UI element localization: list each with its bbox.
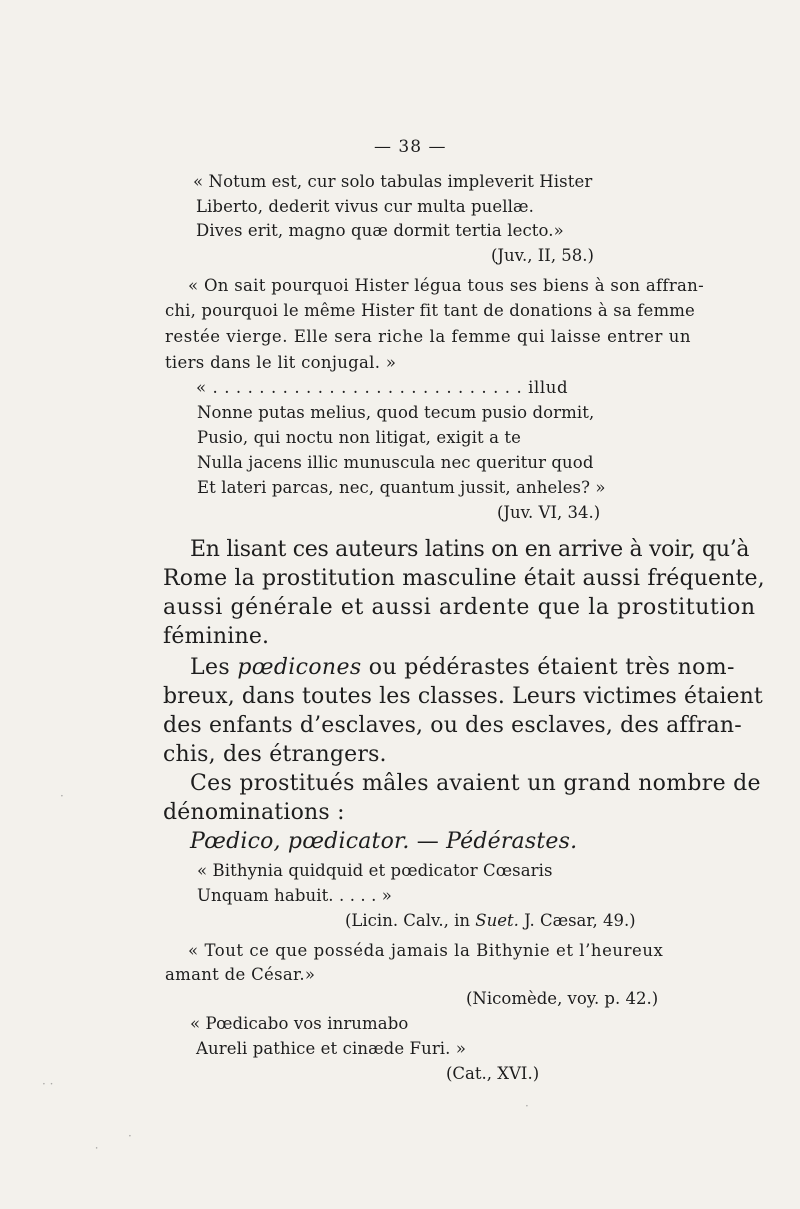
quote4-line-2: Aureli pathice et cinæde Furi. » xyxy=(196,1039,467,1058)
quote4-citation: (Cat., XVI.) xyxy=(446,1064,540,1083)
quote2-line-3: Nulla jacens illic munuscula nec queritur quod xyxy=(197,453,594,472)
paragraph2-line-3: des enfants d’esclaves, ou des esclaves, des affran- xyxy=(163,713,742,738)
quote1-line-2: Liberto, dederit vivus cur multa puellæ. xyxy=(196,197,534,216)
scan-speck: · xyxy=(525,1099,529,1113)
quote2-lead-line: « . . . . . . . . . . . . . . . . . . . . . . . . . . . illud xyxy=(196,378,569,397)
translation3-line-2: amant de César.» xyxy=(165,965,316,984)
term-heading xyxy=(190,831,577,853)
scan-speck: · xyxy=(60,789,64,803)
quote3-line-2: Unquam habuit. . . . . » xyxy=(197,886,392,905)
translation1-line-4: tiers dans le lit conjugal. » xyxy=(165,353,397,372)
paragraph2-line-1-pre: Les xyxy=(190,655,238,680)
translation1-line-1-text: « On sait pourquoi Hister légua tous ses biens à son affran- xyxy=(188,276,704,295)
scan-speck: ⸳ xyxy=(95,1139,99,1153)
paragraph1-line-4: féminine. xyxy=(163,624,270,649)
term-heading-left: Pœdico, pœdicator. xyxy=(190,829,410,854)
paragraph3-line-1: Ces prostitués mâles avaient un grand nombre de xyxy=(190,771,761,796)
quote3-citation xyxy=(345,913,636,930)
paragraph3-line-2: dénominations : xyxy=(163,800,345,825)
quote3-citation-italic: Suet. xyxy=(475,911,519,930)
paragraph2-line-1 xyxy=(190,657,735,679)
paragraph2-term-poedicones: pœdicones xyxy=(237,655,362,680)
paragraph2-line-4: chis, des étrangers. xyxy=(163,742,387,767)
quote3-citation-post: J. Cæsar, 49.) xyxy=(518,911,636,930)
scan-speck: · · xyxy=(42,1077,54,1091)
quote3-line-1: « Bithynia quidquid et pœdicator Cœsaris xyxy=(197,861,553,880)
paragraph2-line-1-post: ou pédérastes étaient très nom- xyxy=(361,655,735,680)
translation3-line-1: « Tout ce que posséda jamais la Bithynie et l’heureux xyxy=(188,941,664,960)
page-number: — 38 — xyxy=(374,137,447,157)
paragraph2-line-2: breux, dans toutes les classes. Leurs victimes étaient xyxy=(163,684,763,709)
term-heading-dash: — xyxy=(409,829,447,854)
paragraph1-line-2: Rome la prostitution masculine était aussi fréquente, xyxy=(163,566,765,591)
quote2-line-2: Pusio, qui noctu non litigat, exigit a te xyxy=(197,428,521,447)
quote1-line-3: Dives erit, magno quæ dormit tertia lecto.» xyxy=(196,221,564,240)
translation1-line-2: chi, pourquoi le même Hister fit tant de donations à sa femme xyxy=(165,301,695,320)
term-heading-right: Pédérastes. xyxy=(446,829,578,854)
translation3-citation: (Nicomède, voy. p. 42.) xyxy=(466,989,659,1008)
quote2-line-1: Nonne putas melius, quod tecum pusio dormit, xyxy=(197,403,595,422)
quote4-line-1: « Pœdicabo vos inrumabo xyxy=(190,1014,409,1033)
quote3-citation-pre: (Licin. Calv., in xyxy=(345,911,476,930)
quote2-line-4: Et lateri parcas, nec, quantum jussit, anheles? » xyxy=(197,478,606,497)
scan-speck: · xyxy=(128,1129,132,1143)
quote2-citation: (Juv. VI, 34.) xyxy=(497,503,601,522)
paragraph1-line-1: En lisant ces auteurs latins on en arrive à voir, qu’à xyxy=(190,537,750,562)
paragraph1-line-3: aussi générale et aussi ardente que la prostitution xyxy=(163,595,756,620)
quote1-citation: (Juv., II, 58.) xyxy=(491,246,594,265)
quote1-line-1: « Notum est, cur solo tabulas impleverit Hister xyxy=(193,172,593,191)
translation1-line-1 xyxy=(188,278,716,295)
translation1-line-3: restée vierge. Elle sera riche la femme qui laisse entrer un xyxy=(165,327,692,346)
